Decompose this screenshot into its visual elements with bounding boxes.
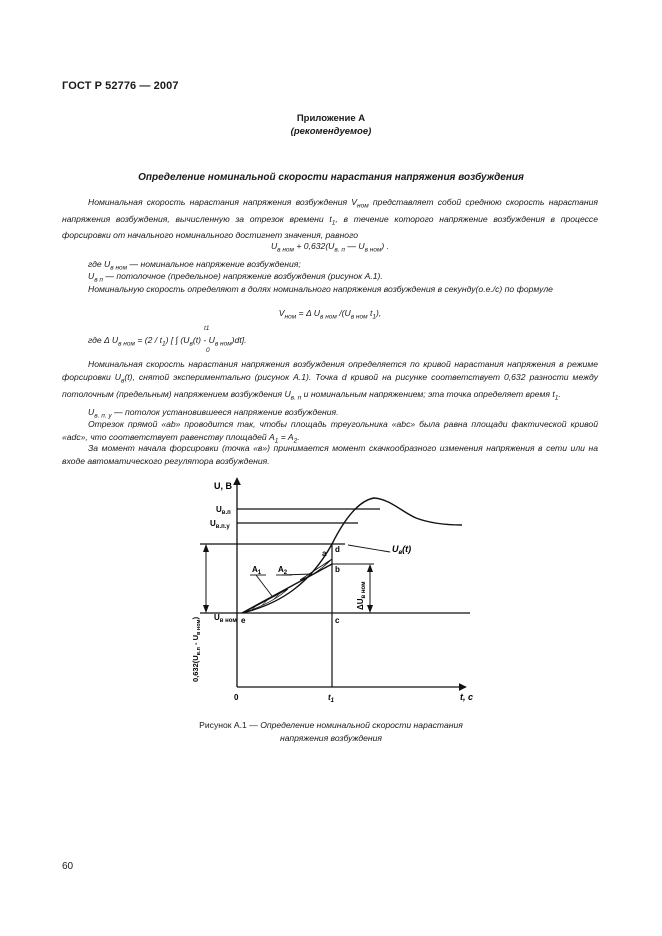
area-a2-label: $A_2$ bbox=[278, 565, 288, 576]
formula-rate: $V_{ном} = \Delta$ $U_{в ном}$ $/(U_{в ном}$ $t_1$), bbox=[278, 308, 382, 321]
point-d-label: d bbox=[335, 545, 340, 554]
paragraph-definition: Номинальная скорость нарастания напряжения возбуждения $V_{ном}$ представляет собой среднюю скорость нарастания напряжения возбуждения, вычисленную за отрезок времени $t_1$, в течение которого напряжение возбуждения в процессе форсировки от начального номинального достигнет значения, равного bbox=[62, 197, 598, 241]
curve-label-leader bbox=[348, 545, 390, 552]
delta-label: $\Delta U_{в ном}$ bbox=[356, 581, 367, 610]
curve-label: $U_в(t)$ bbox=[392, 544, 412, 556]
uvpy-label: $U_{в.п.у}$ bbox=[210, 519, 230, 530]
paragraph-start-moment: За момент начала форсировки (точка «в») принимается момент скачкообразного изменения напряжения в сети или на входе автоматического регулятора возбуждения. bbox=[62, 443, 598, 466]
y-axis-label: U, В bbox=[214, 481, 232, 491]
point-e-label: e bbox=[241, 616, 246, 625]
a1-leader bbox=[256, 575, 272, 596]
formula-integral: где Δ $U_{в ном} = (2 / t_1)$ [ ∫ $(U_в(t) - U_{в ном})dt$]. bbox=[88, 335, 247, 348]
where-ceiling: $U_{в п}$ — потолочное (предельное) напряжение возбуждения (рисунок А.1). bbox=[88, 271, 383, 284]
point-c-label: c bbox=[335, 616, 340, 625]
appendix-title: Приложение А bbox=[296, 113, 366, 124]
appendix-status: (рекомендуемое) bbox=[290, 126, 372, 137]
origin-label: 0 bbox=[234, 693, 239, 702]
section-title: Определение номинальной скорости нарастания напряжения возбуждения bbox=[138, 172, 524, 183]
point-b-label: b bbox=[335, 565, 340, 574]
integral-upper-limit: t1 bbox=[204, 325, 210, 332]
figure-caption-line1: Рисунок А.1 — Определение номинальной скорости нарастания bbox=[199, 720, 463, 730]
range-label: $0,632(U_{в.п} - U_{в ном})$ bbox=[191, 616, 202, 682]
where-nominal: где $U_{в ном}$ — номинальное напряжение возбуждения; bbox=[88, 259, 301, 272]
standard-header: ГОСТ Р 52776 — 2007 bbox=[62, 80, 179, 92]
figure-caption-line2: напряжения возбуждения bbox=[279, 733, 383, 743]
paragraph-curve: Номинальная скорость нарастания напряжения возбуждения определяется по кривой нарастания напряжения в режиме форсировки $U_в(t)$, снятой экспериментально (рисунок А.1). Точка d кривой на рисунке соответствует 0,632 разности между потолочным (предельным) напряжением возбуждения $U_{в. п}$ и номинальным напряжением; эта точка определяет время $t_1$. bbox=[62, 359, 598, 402]
paragraph-steady-ceiling: $U_{в. п. у}$ — потолок установившееся напряжение возбуждения. bbox=[88, 407, 339, 420]
uvnom-label: $U_{в ном}$ bbox=[214, 613, 237, 624]
formula-threshold: $U_{в ном} + 0,632(U_{в. п}$ — $U_{в ном}$) . bbox=[270, 241, 390, 254]
page-number: 60 bbox=[62, 861, 74, 872]
uvp-label: $U_{в.п}$ bbox=[216, 505, 231, 516]
range-arrow-top bbox=[203, 544, 209, 552]
x-axis-label: t, c bbox=[460, 692, 474, 702]
point-a-label: a bbox=[322, 549, 327, 558]
area-a1-label: $A_1$ bbox=[252, 565, 262, 576]
paragraph-segment: Отрезок прямой «ab» проводится так, чтобы площадь треугольника «abc» была равна площади фактической кривой «adc», что соответствует равенству площадей $A_1 = A_2$. bbox=[62, 419, 598, 445]
delta-arrow-top bbox=[367, 564, 373, 572]
t1-label: $t_1$ bbox=[328, 693, 335, 704]
delta-arrow-bottom bbox=[367, 605, 373, 613]
area-a2-hatch bbox=[300, 559, 332, 580]
integral-lower-limit: 0 bbox=[206, 347, 210, 354]
figure-excitation-curve bbox=[180, 472, 480, 712]
paragraph-formula-intro: Номинальную скорость определяют в долях номинального напряжения возбуждения в секунду(о.е./с) по формуле bbox=[88, 284, 553, 294]
range-arrow-bottom bbox=[203, 605, 209, 613]
